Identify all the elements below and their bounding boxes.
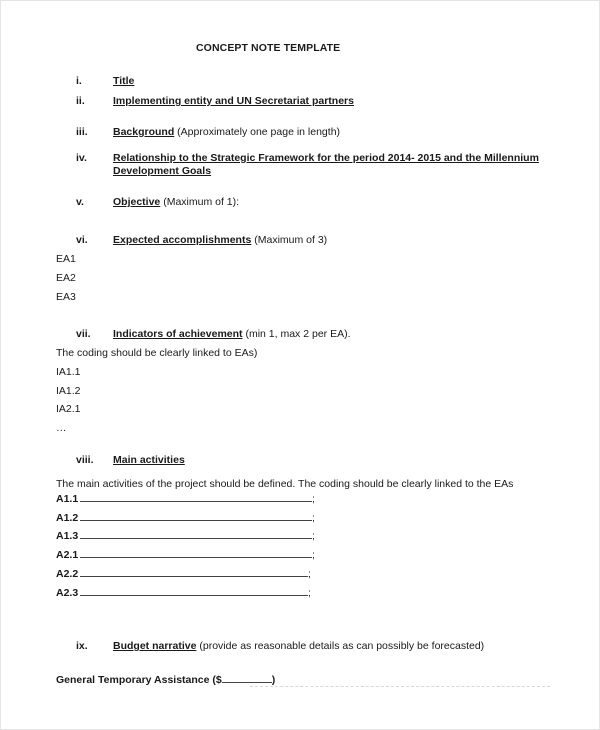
document-title: CONCEPT NOTE TEMPLATE — [196, 42, 341, 54]
section-note: (Approximately one page in length) — [174, 126, 341, 138]
activity-code: A2.1 — [56, 549, 79, 561]
activity-row — [56, 585, 311, 600]
activity-blank-line[interactable] — [80, 585, 308, 596]
ea-item: EA3 — [56, 291, 76, 303]
section-number-6: vi. — [76, 234, 88, 246]
activity-code: A1.3 — [56, 530, 79, 542]
section-heading-text: Objective — [113, 196, 161, 208]
activity-code: A2.3 — [56, 587, 79, 599]
activity-blank-line[interactable] — [80, 510, 312, 521]
activity-row — [56, 547, 315, 562]
activity-end: ; — [312, 512, 315, 524]
ea-item: EA2 — [56, 272, 76, 284]
activity-blank-line[interactable] — [80, 491, 312, 502]
section-heading-text: Expected accomplishments — [113, 234, 252, 246]
section-heading-1 — [113, 75, 134, 88]
section-heading-text: Title — [113, 75, 135, 87]
activity-end: ; — [308, 568, 311, 580]
section-note: (provide as reasonable details as can possibly be forecasted) — [196, 640, 485, 652]
activity-end: ; — [312, 549, 315, 561]
section-number-3: iii. — [76, 126, 88, 138]
activity-blank-line[interactable] — [80, 528, 312, 539]
section-number-7: vii. — [76, 328, 91, 340]
section-heading-3 — [113, 126, 340, 139]
amount-blank-line[interactable] — [222, 672, 272, 683]
activity-code: A1.1 — [56, 493, 79, 505]
section-number-2: ii. — [76, 95, 85, 107]
activity-row — [56, 510, 315, 525]
activity-row — [56, 566, 311, 581]
ia-item: IA2.1 — [56, 403, 81, 415]
section-number-8: viii. — [76, 454, 94, 466]
section-number-1: i. — [76, 75, 82, 87]
activity-code: A1.2 — [56, 512, 79, 524]
section-heading-text: Main activities — [113, 454, 185, 466]
ea-item: EA1 — [56, 253, 76, 265]
activity-row — [56, 528, 315, 543]
activities-note: The main activities of the project should be defined. The coding should be clearly linked to the EAs — [56, 478, 514, 490]
ia-item: … — [56, 422, 67, 434]
section-heading-8 — [113, 454, 185, 467]
activity-blank-line[interactable] — [80, 547, 312, 558]
section-heading-5 — [113, 196, 239, 209]
section-note: (Maximum of 1): — [160, 196, 240, 208]
section-note: (Maximum of 3) — [251, 234, 328, 246]
section-heading-4 — [113, 152, 553, 178]
section-heading-text: Relationship to the Strategic Framework for the period 2014- 2015 and the Millennium Development Goals — [113, 152, 539, 177]
general-assistance-close: ) — [271, 674, 276, 686]
section-heading-9 — [113, 640, 484, 653]
activity-row — [56, 491, 315, 506]
section-number-9: ix. — [76, 640, 88, 652]
section-heading-text: Implementing entity and UN Secretariat partners — [113, 95, 354, 107]
indicator-note: The coding should be clearly linked to EAs) — [56, 347, 258, 359]
section-heading-text: Indicators of achievement — [113, 328, 243, 340]
ia-item: IA1.2 — [56, 385, 81, 397]
section-note: (min 1, max 2 per EA). — [242, 328, 351, 340]
activity-end: ; — [308, 587, 311, 599]
general-assistance-line — [56, 672, 275, 687]
section-heading-text: Background — [113, 126, 175, 138]
faded-continuation-line — [250, 686, 550, 687]
general-assistance-label: General Temporary Assistance ($ — [56, 674, 222, 686]
section-heading-7 — [113, 328, 351, 341]
section-heading-text: Budget narrative — [113, 640, 197, 652]
activity-blank-line[interactable] — [80, 566, 308, 577]
section-heading-6 — [113, 234, 327, 247]
section-number-4: iv. — [76, 152, 87, 164]
activity-code: A2.2 — [56, 568, 79, 580]
section-number-5: v. — [76, 196, 84, 208]
section-heading-2 — [113, 95, 354, 108]
activity-end: ; — [312, 493, 315, 505]
activity-end: ; — [312, 530, 315, 542]
ia-item: IA1.1 — [56, 366, 81, 378]
